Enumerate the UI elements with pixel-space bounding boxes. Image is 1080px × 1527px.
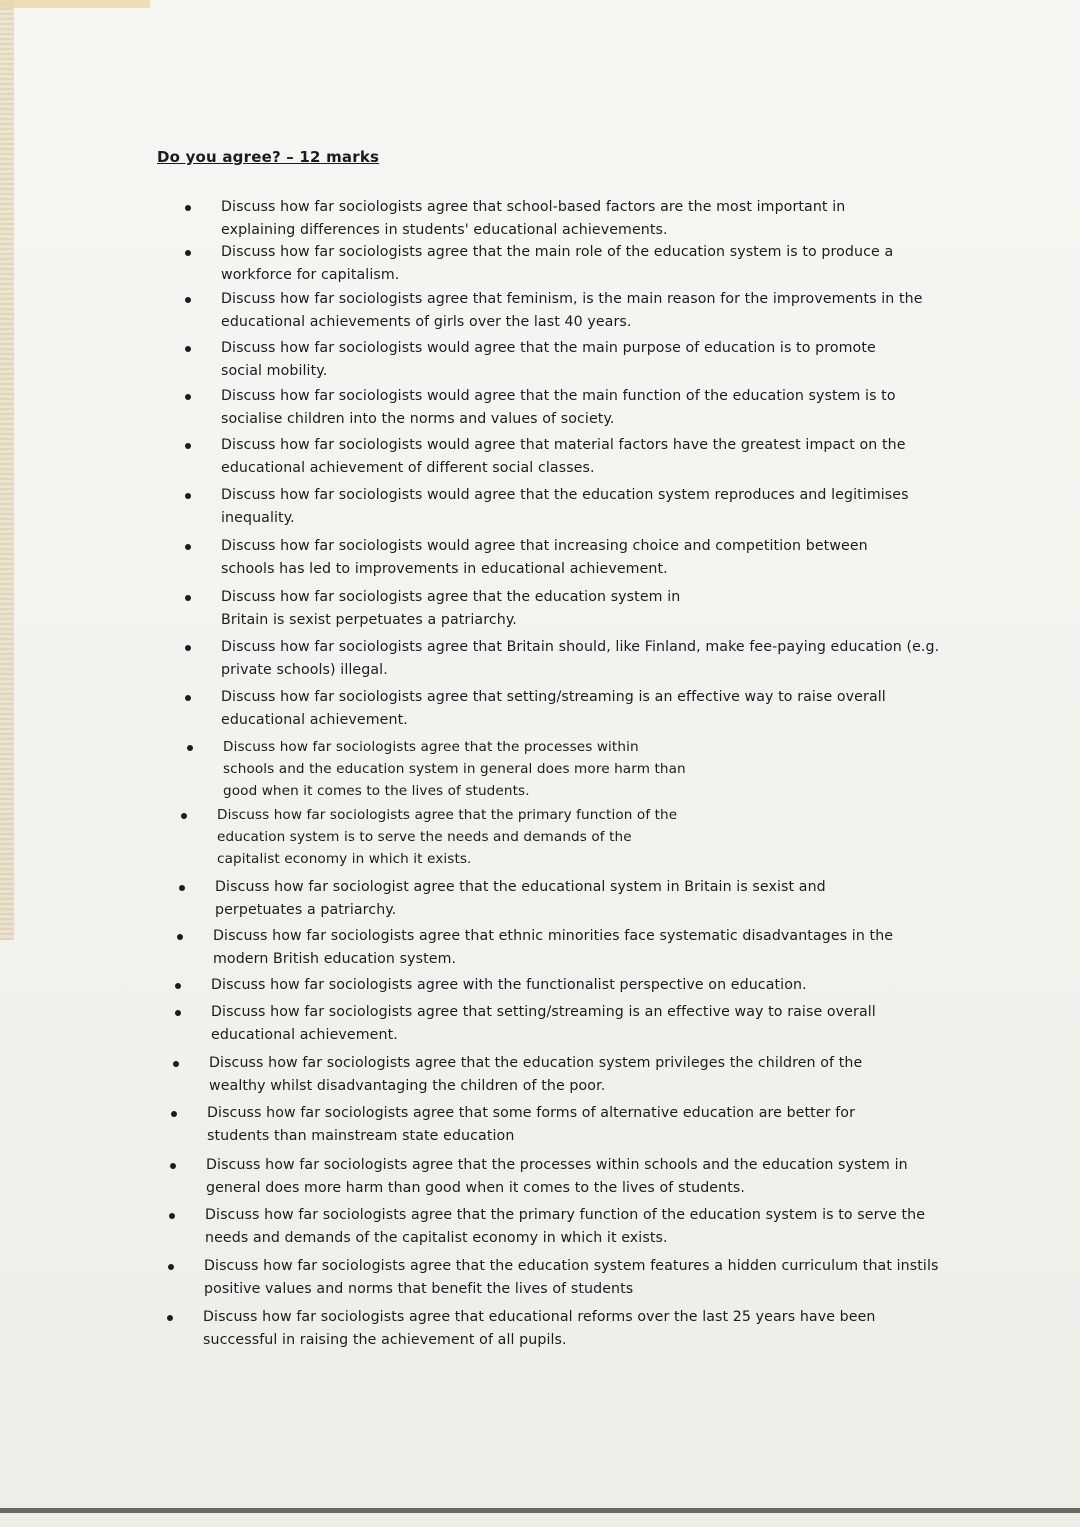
- list-item: [221, 241, 941, 287]
- bullet-icon: [185, 695, 191, 701]
- list-item: [206, 1154, 951, 1200]
- binding-edge: [0, 0, 14, 940]
- question-text: Discuss how far sociologists agree that the primary function of the education system is to serve the needs and demands of the capitalist economy in which it exists.: [217, 807, 678, 867]
- question-text: Discuss how far sociologists agree that setting/streaming is an effective way to raise overall educational achievement.: [211, 1004, 876, 1043]
- bullet-icon: [169, 1213, 175, 1219]
- question-text: Discuss how far sociologists agree with the functionalist perspective on education.: [211, 977, 807, 993]
- list-item: [221, 288, 956, 334]
- top-mark: [0, 0, 150, 8]
- list-item: [221, 434, 951, 480]
- list-item: [217, 804, 697, 870]
- bullet-icon: [175, 1010, 181, 1016]
- bullet-icon: [181, 813, 187, 819]
- question-text: Discuss how far sociologists agree that feminism, is the main reason for the improvements in the educational achievements of girls over the last 40 years.: [221, 291, 923, 330]
- list-item: [213, 925, 938, 971]
- question-text: Discuss how far sociologists agree that the education system privileges the children of the wealthy whilst disadvantaging the children of the poor.: [209, 1055, 863, 1094]
- bullet-icon: [170, 1163, 176, 1169]
- bullet-icon: [171, 1111, 177, 1117]
- bullet-icon: [175, 983, 181, 989]
- question-text: Discuss how far sociologists agree that the processes within schools and the education system in general does more harm than good when it comes to the lives of students.: [223, 739, 686, 799]
- list-item: [205, 1204, 945, 1250]
- bullet-icon: [177, 934, 183, 940]
- list-item: [223, 736, 693, 802]
- question-text: Discuss how far sociologists agree that the main role of the education system is to produce a workforce for capitalism.: [221, 244, 894, 283]
- list-item: [221, 484, 951, 530]
- question-text: Discuss how far sociologists would agree that material factors have the greatest impact on the educational achievement of different social classes.: [221, 437, 906, 476]
- question-text: Discuss how far sociologists agree that the primary function of the education system is to serve the needs and demands of the capitalist economy in which it exists.: [205, 1207, 926, 1246]
- bullet-icon: [185, 346, 191, 352]
- question-text: Discuss how far sociologists would agree that the main function of the education system is to socialise children into the norms and values of society.: [221, 388, 896, 427]
- question-text: Discuss how far sociologists agree that ethnic minorities face systematic disadvantages in the modern British education system.: [213, 928, 894, 967]
- bullet-icon: [185, 394, 191, 400]
- bottom-edge: [0, 1508, 1080, 1513]
- bullet-icon: [173, 1061, 179, 1067]
- bullet-icon: [185, 544, 191, 550]
- question-text: Discuss how far sociologists agree that school-based factors are the most important in explaining differences in students' educational achievements.: [221, 199, 846, 238]
- list-item: [215, 876, 875, 922]
- bullet-icon: [179, 885, 185, 891]
- list-item: [211, 1001, 936, 1047]
- page-heading: Do you agree? – 12 marks: [157, 148, 380, 166]
- bullet-icon: [185, 250, 191, 256]
- list-item: [221, 636, 951, 682]
- bullet-icon: [168, 1264, 174, 1270]
- list-item: [211, 974, 931, 997]
- bullet-icon: [167, 1315, 173, 1321]
- bullet-icon: [187, 745, 193, 751]
- question-text: Discuss how far sociologists would agree that the main purpose of education is to promote social mobility.: [221, 340, 876, 379]
- list-item: [221, 385, 941, 431]
- bullet-icon: [185, 443, 191, 449]
- question-text: Discuss how far sociologists would agree that increasing choice and competition between schools has led to improvements in educational achievement.: [221, 538, 868, 577]
- bullet-icon: [185, 205, 191, 211]
- question-text: Discuss how far sociologists would agree that the education system reproduces and legitimises inequality.: [221, 487, 909, 526]
- bullet-icon: [185, 493, 191, 499]
- bullet-icon: [185, 645, 191, 651]
- question-text: Discuss how far sociologists agree that the education system features a hidden curriculum that instils positive values and norms that benefit the lives of students: [204, 1258, 939, 1297]
- list-item: [221, 196, 901, 242]
- question-text: Discuss how far sociologists agree that setting/streaming is an effective way to raise overall educational achievement.: [221, 689, 886, 728]
- list-item: [221, 586, 711, 632]
- question-text: Discuss how far sociologist agree that the educational system in Britain is sexist and perpetuates a patriarchy.: [215, 879, 826, 918]
- list-item: [203, 1306, 938, 1352]
- question-text: Discuss how far sociologists agree that the processes within schools and the education system in general does more harm than good when it comes to the lives of students.: [206, 1157, 908, 1196]
- list-item: [207, 1102, 917, 1148]
- list-item: [204, 1255, 939, 1301]
- question-text: Discuss how far sociologists agree that educational reforms over the last 25 years have been successful in raising the achievement of all pupils.: [203, 1309, 876, 1348]
- question-text: Discuss how far sociologists agree that Britain should, like Finland, make fee-paying education (e.g. private schools) illegal.: [221, 639, 940, 678]
- list-item: [221, 686, 936, 732]
- list-item: [209, 1052, 914, 1098]
- question-text: Discuss how far sociologists agree that some forms of alternative education are better for students than mainstream state education: [207, 1105, 856, 1144]
- list-item: [221, 535, 911, 581]
- bullet-icon: [185, 595, 191, 601]
- bullet-icon: [185, 297, 191, 303]
- question-text: Discuss how far sociologists agree that the education system in Britain is sexist perpetuates a patriarchy.: [221, 589, 681, 628]
- list-item: [221, 337, 921, 383]
